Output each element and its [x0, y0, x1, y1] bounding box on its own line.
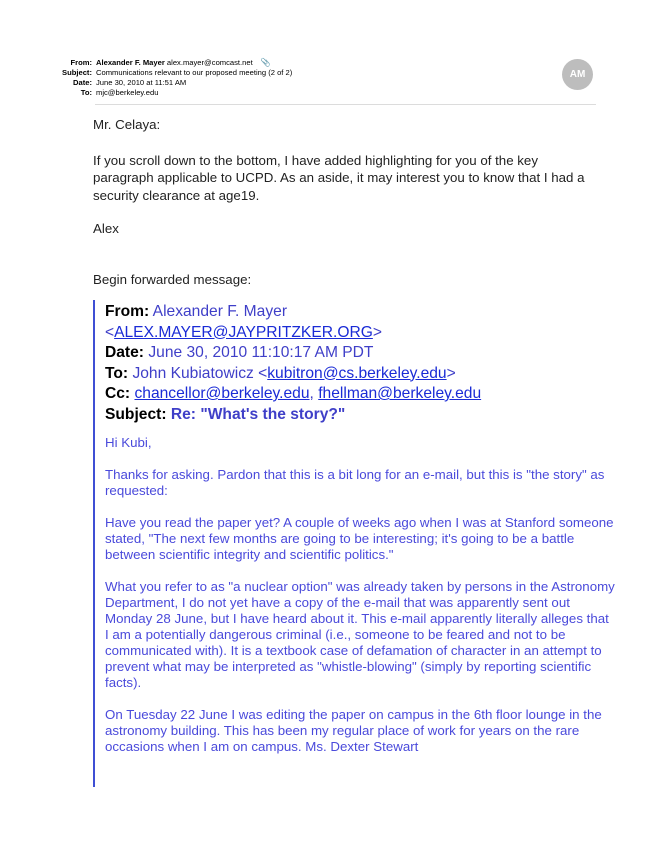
forwarded-body	[105, 435, 615, 755]
fwd-from-label: From:	[105, 303, 150, 320]
fwd-paragraph: What you refer to as "a nuclear option" was already taken by persons in the Astronomy Department, I do not yet have a copy of the e-mail that was apparently sent out Monday 28 June, but I have heard about it. This e-mail apparently literally alleges that I am a potentially dangerous criminal (i.e., someone to be feared and not to be communicated with). It is a textbook case of defamation of character in an attempt to prevent what may be interpreted as "whistle-blowing" (simply by reporting scientific facts).	[105, 579, 615, 690]
subject-value: Communications relevant to our proposed meeting (2 of 2)	[96, 68, 293, 77]
fwd-date-label: Date:	[105, 344, 144, 361]
fwd-cc-row	[105, 384, 615, 405]
fwd-from-email-close: >	[372, 323, 382, 341]
subject-label: Subject:	[62, 68, 92, 77]
date-label: Date:	[73, 78, 92, 87]
fwd-cc-separator: ,	[309, 385, 314, 402]
avatar[interactable]: AM	[562, 59, 593, 90]
fwd-date-value: June 30, 2010 11:10:17 AM PDT	[148, 344, 374, 361]
fwd-from-email-open: <	[105, 323, 115, 341]
fwd-from-email-link[interactable]: ALEX.MAYER@JAYPRITZKER.ORG	[114, 323, 373, 341]
fwd-from-row	[105, 302, 615, 323]
fwd-from-email-row	[105, 323, 615, 344]
fwd-to-label: To:	[105, 364, 129, 382]
fwd-to-email-link[interactable]: kubitron@cs.berkeley.edu	[267, 364, 447, 382]
fwd-paragraph: Thanks for asking. Pardon that this is a bit long for an e-mail, but this is "the story" as requested:	[105, 467, 605, 498]
fwd-cc-email-1-link[interactable]: chancellor@berkeley.edu	[134, 385, 310, 402]
fwd-subject-value: Re: "What's the story?"	[170, 405, 346, 423]
fwd-subject-row	[105, 405, 615, 426]
fwd-to-row	[105, 364, 615, 385]
fwd-paragraph: Hi Kubi,	[105, 435, 152, 450]
message-body	[93, 116, 598, 288]
fwd-to-close: >	[446, 364, 456, 382]
greeting: Mr. Celaya:	[93, 117, 161, 132]
fwd-cc-email-2-link[interactable]: fhellman@berkeley.edu	[318, 385, 482, 402]
main-paragraph: If you scroll down to the bottom, I have added highlighting for you of the key paragraph applicable to UCPD. As an aside, it may interest you to know that I had a security clearance at age19.	[93, 152, 585, 203]
to-label: To:	[80, 88, 92, 97]
forwarded-message	[93, 300, 615, 787]
fwd-paragraph: Have you read the paper yet? A couple of weeks ago when I was at Stanford someone stated, "The next few months are going to be interesting; it's going to be a battle between scientific integrity and scientific politics."	[105, 515, 614, 562]
fwd-to-name: John Kubiatowicz <	[132, 364, 268, 382]
forwarded-header	[105, 302, 615, 425]
paperclip-icon[interactable]: 📎	[260, 58, 271, 67]
forward-intro: Begin forwarded message:	[93, 271, 252, 287]
fwd-date-row	[105, 343, 615, 364]
fwd-paragraph: On Tuesday 22 June I was editing the paper on campus in the 6th floor lounge in the astronomy building. This has been my regular place of work for years on the rare occasions when I am on campus. Ms. Dexter Stewart	[105, 707, 602, 754]
from-label: From:	[70, 58, 92, 67]
fwd-subject-label: Subject:	[105, 405, 167, 423]
to-row	[0, 87, 650, 98]
to-value[interactable]: mjc@berkeley.edu	[96, 88, 159, 97]
fwd-from-name: Alexander F. Mayer	[152, 303, 288, 320]
fwd-cc-label: Cc:	[105, 385, 131, 402]
date-value: June 30, 2010 at 11:51 AM	[96, 78, 187, 87]
sender-email[interactable]: alex.mayer@comcast.net	[166, 58, 253, 67]
sender-name[interactable]: Alexander F. Mayer	[96, 58, 165, 67]
header-divider	[95, 104, 596, 105]
signoff: Alex	[93, 221, 119, 236]
